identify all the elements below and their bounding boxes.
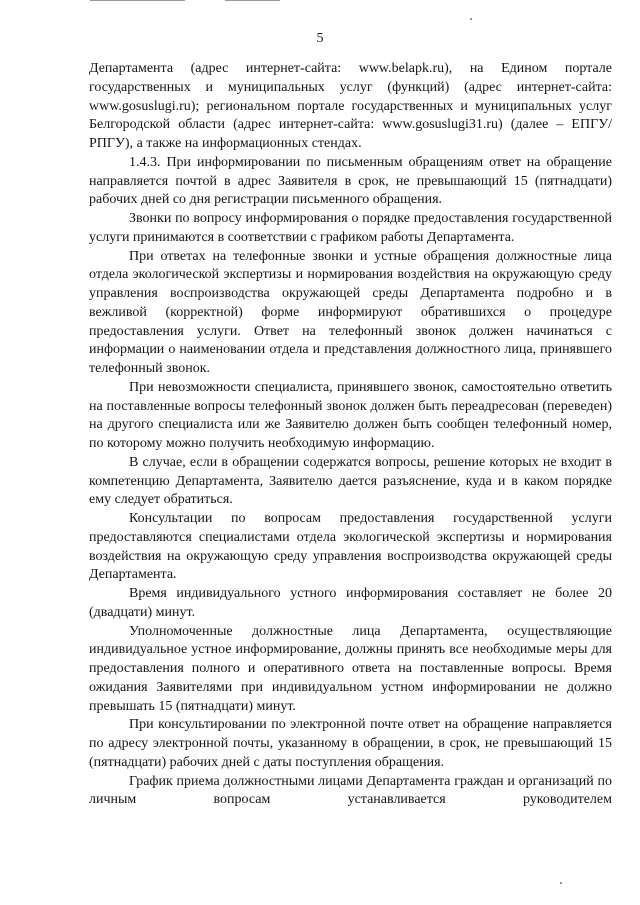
paragraph: Время индивидуального устного информирования составляет не более 20 (двадцати) минут.: [89, 586, 612, 620]
paragraph: График приема должностными лицами Департамента граждан и организаций по личным вопросам устанавливается руководителем: [89, 773, 612, 808]
paragraph: При консультировании по электронной почте ответ на обращение направляется по адресу электронной почты, указанному в обращении, в срок, не превышающий 15 (пятнадцати) рабочих дней с даты поступления обращения.: [89, 717, 612, 770]
document-body: [89, 60, 612, 810]
paragraph: При ответах на телефонные звонки и устные обращения должностные лица отдела экологической экспертизы и нормирования воздействия на окружающую среду управления воспроизводства окружающей среды Департамента подробно и в вежливой (корректной) форме информируют обратившихся о процедуре предоставления услуги. Ответ на телефонный звонок должен начинаться с информации о наименовании отдела и представления должностного лица, принявшего телефонный звонок.: [89, 248, 612, 376]
paragraph: Звонки по вопросу информирования о порядке предоставления государственной услуги принимаются в соответствии с графиком работы Департамента.: [89, 211, 612, 245]
paragraph: Консультации по вопросам предоставления государственной услуги предоставляются специалистами отдела экологической экспертизы и нормирования воздействия на окружающую среду управления воспроизводства окружающей среды Департамента.: [89, 511, 612, 583]
paragraph: В случае, если в обращении содержатся вопросы, решение которых не входит в компетенцию Департамента, Заявителю дается разъяснение, куда и в каком порядке ему следует обратиться.: [89, 454, 612, 508]
scan-edge-mark: [90, 0, 185, 1]
scan-speck: [560, 882, 562, 884]
paragraph: Департамента (адрес интернет-сайта: www.belapk.ru), на Едином портале государственных и муниципальных услуг (функций) (адрес интернет-сайта: www.gosuslugi.ru); региональном портале государственных и муниципальных услуг Белгородской области (адрес интернет-сайта: www.gosuslugi31.ru) (далее – ЕПГУ/РПГУ), а также на информационных стендах.: [89, 61, 612, 151]
paragraph: 1.4.3. При информировании по письменным обращениям ответ на обращение направляется почтой в адрес Заявителя в срок, не превышающий 15 (пятнадцати) рабочих дней со дня регистрации письменного обращения.: [89, 154, 612, 208]
paragraph: Уполномоченные должностные лица Департамента, осуществляющие индивидуальное устное информирование, должны принять все необходимые меры для предоставления полного и оперативного ответа на поставленные вопросы. Время ожидания Заявителями при индивидуальном устном информировании не должно превышать 15 (пятнадцати) минут.: [89, 623, 612, 714]
scan-edge-mark: [225, 0, 280, 1]
scan-speck: [470, 18, 472, 20]
paragraph: При невозможности специалиста, принявшего звонок, самостоятельно ответить на поставленные вопросы телефонный звонок должен быть переадресован (переведен) на другого специалиста или же Заявителю должен быть сообщен телефонный номер, по которому можно получить необходимую информацию.: [89, 379, 612, 451]
page-number: 5: [316, 31, 324, 46]
